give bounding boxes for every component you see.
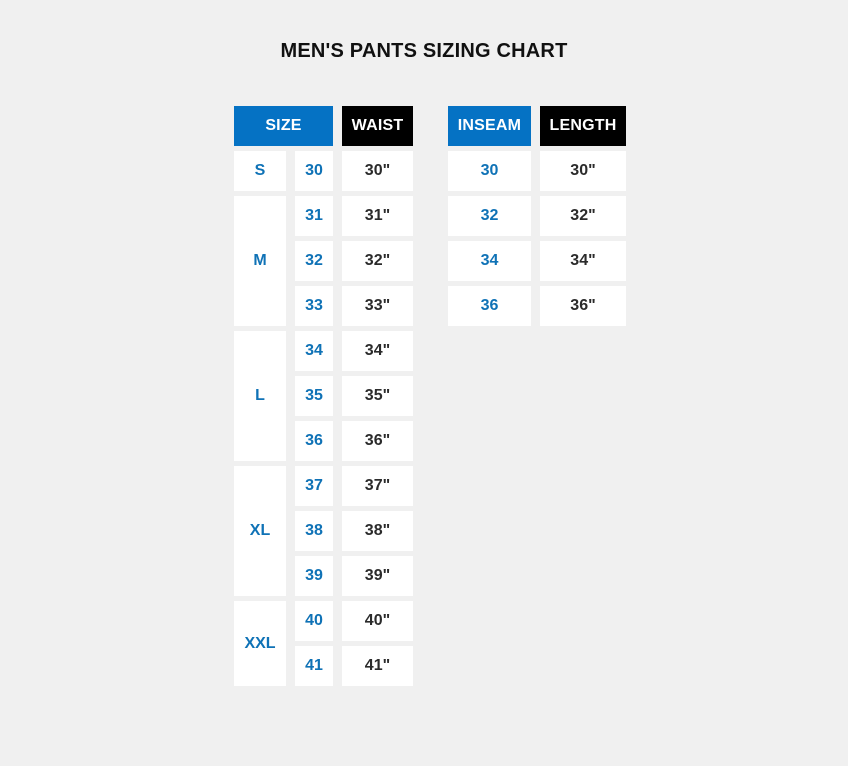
header-size: SIZE [234,106,333,146]
waist-value-cell: 41" [342,646,413,686]
size-number-cell: 34 [295,331,333,371]
header-inseam: INSEAM [448,106,531,146]
size-number-cell: 31 [295,196,333,236]
waist-value-cell: 32" [342,241,413,281]
length-value-cell: 36" [540,286,626,326]
header-length: LENGTH [540,106,626,146]
waist-value-cell: 31" [342,196,413,236]
size-number-cell: 35 [295,376,333,416]
size-label-cell: M [234,196,286,326]
waist-value-cell: 30" [342,151,413,191]
inseam-value-cell: 34 [448,241,531,281]
inseam-value-cell: 30 [448,151,531,191]
size-number-cell: 37 [295,466,333,506]
size-label-cell: S [234,151,286,191]
size-number-cell: 39 [295,556,333,596]
waist-value-cell: 40" [342,601,413,641]
header-waist: WAIST [342,106,413,146]
length-value-cell: 30" [540,151,626,191]
waist-value-cell: 37" [342,466,413,506]
waist-value-cell: 35" [342,376,413,416]
size-number-cell: 32 [295,241,333,281]
waist-value-cell: 33" [342,286,413,326]
waist-value-cell: 34" [342,331,413,371]
length-value-cell: 32" [540,196,626,236]
size-label-cell: L [234,331,286,461]
size-number-cell: 38 [295,511,333,551]
size-number-cell: 30 [295,151,333,191]
length-value-cell: 34" [540,241,626,281]
waist-value-cell: 39" [342,556,413,596]
size-number-cell: 40 [295,601,333,641]
size-label-cell: XXL [234,601,286,686]
inseam-value-cell: 36 [448,286,531,326]
size-number-cell: 36 [295,421,333,461]
inseam-value-cell: 32 [448,196,531,236]
size-label-cell: XL [234,466,286,596]
waist-value-cell: 38" [342,511,413,551]
size-number-cell: 41 [295,646,333,686]
page-title: MEN'S PANTS SIZING CHART [280,40,568,62]
waist-value-cell: 36" [342,421,413,461]
size-number-cell: 33 [295,286,333,326]
